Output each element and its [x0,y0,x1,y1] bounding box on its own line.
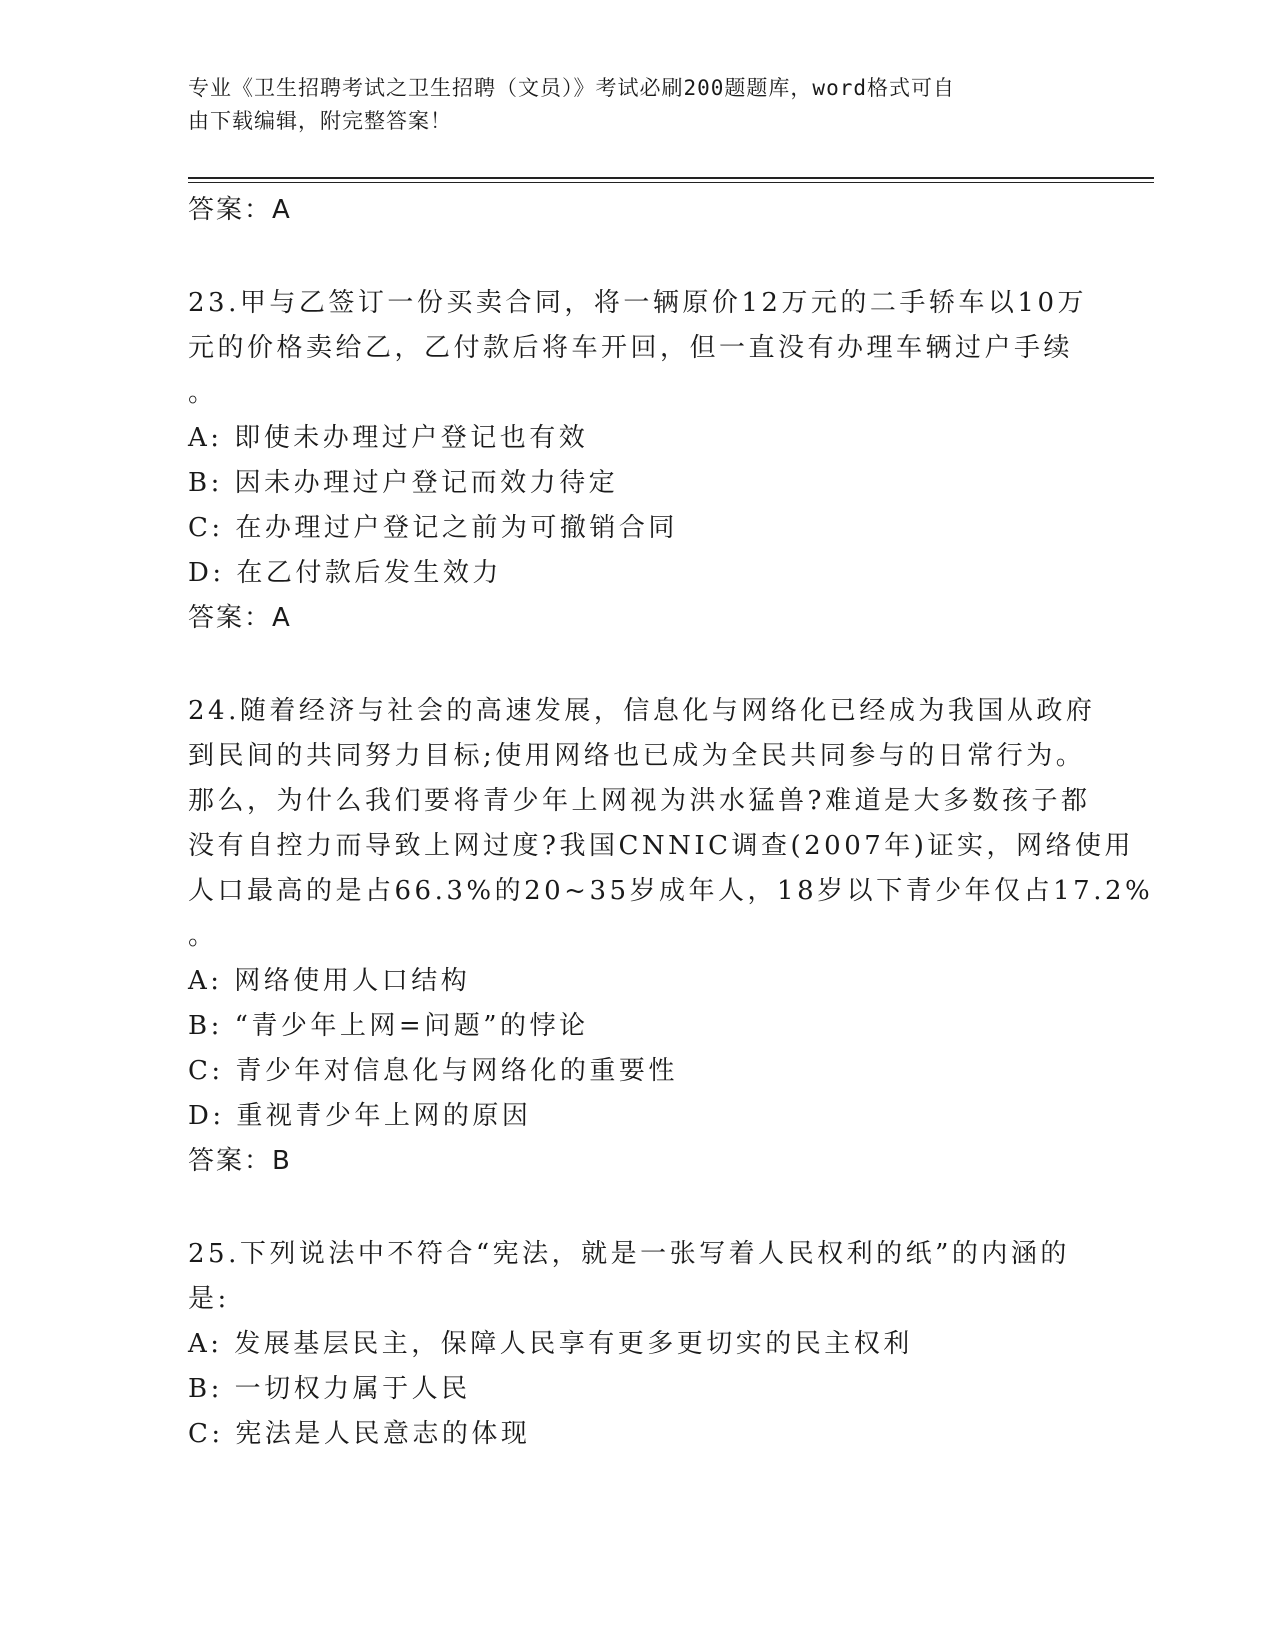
header-divider-thin [188,182,1154,183]
question-25 [188,1232,1088,1457]
answer: 答案：A [188,603,292,633]
question-text-line: 。 [188,921,218,951]
spacer [188,641,1088,689]
option-c: C: 宪法是人民意志的体现 [188,1419,531,1449]
question-text-line: 25.下列说法中不符合“宪法，就是一张写着人民权利的纸”的内涵的 [188,1239,1070,1269]
option-c: C: 在办理过户登记之前为可撤销合同 [188,513,678,543]
question-24 [188,689,1154,1184]
option-a: A: 发展基层民主，保障人民享有更多更切实的民主权利 [188,1329,913,1359]
question-text-line: 是: [188,1284,230,1314]
option-d: D: 重视青少年上网的原因 [188,1101,532,1131]
question-text-line: 23.甲与乙签订一份买卖合同，将一辆原价12万元的二手轿车以10万 [188,288,1088,318]
question-23 [188,281,1088,641]
document-header [188,72,1068,138]
header-line-2: 由下载编辑，附完整答案！ [188,109,452,133]
question-text-line: 。 [188,378,218,408]
answer: 答案：B [188,1146,292,1176]
option-a: A: 网络使用人口结构 [188,966,471,996]
option-b: B: 一切权力属于人民 [188,1374,471,1404]
question-text-line: 元的价格卖给乙，乙付款后将车开回，但一直没有办理车辆过户手续 [188,333,1074,363]
header-line-1: 专业《卫生招聘考试之卫生招聘（文员）》考试必刷200题题库，word格式可自 [188,76,955,100]
spacer [188,233,1088,281]
question-text-line: 没有自控力而导致上网过度?我国CNNIC调查(2007年)证实，网络使用 [188,831,1134,861]
question-text-line: 24.随着经济与社会的高速发展，信息化与网络化已经成为我国从政府 [188,696,1096,726]
question-text-line: 人口最高的是占66.3%的20~35岁成年人，18岁以下青少年仅占17.2% [188,876,1154,906]
option-a: A: 即使未办理过户登记也有效 [188,423,589,453]
question-text-line: 到民间的共同努力目标;使用网络也已成为全民共同参与的日常行为。 [188,741,1086,771]
option-c: C: 青少年对信息化与网络化的重要性 [188,1056,678,1086]
option-b: B: “青少年上网=问题”的悖论 [188,1011,589,1041]
previous-answer: 答案：A [188,195,292,225]
question-text-line: 那么，为什么我们要将青少年上网视为洪水猛兽?难道是大多数孩子都 [188,786,1091,816]
option-b: B: 因未办理过户登记而效力待定 [188,468,619,498]
option-d: D: 在乙付款后发生效力 [188,558,502,588]
header-divider-thick [188,177,1154,179]
spacer [188,1184,1088,1232]
document-body [188,188,1154,1457]
